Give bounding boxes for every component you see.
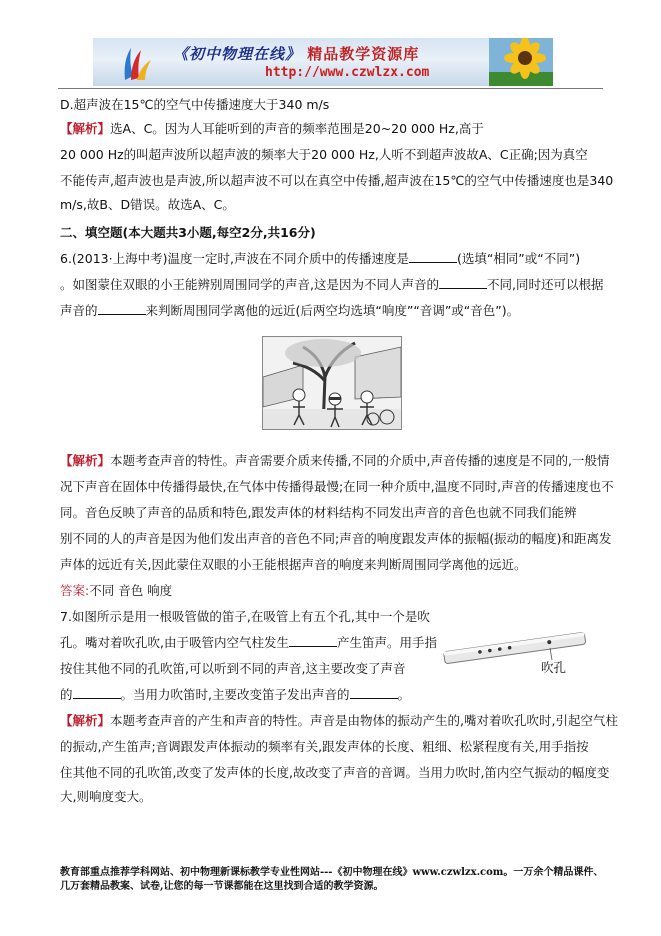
analysis-label: 【解析】 [60, 713, 111, 728]
q6-analysis-line-2: 况下声音在固体中传播得最快,在气体中传播得最慢;在同一种介质中,温度不同时,声音的传播速度也不 [60, 479, 614, 494]
footer-line-2: 几万套精品教案、试卷,让您的每一节课都能在这里找到合适的教学资源。 [60, 881, 384, 892]
blow-hole-label: 吹孔 [541, 660, 567, 675]
header-banner [93, 38, 553, 86]
blindfold-children-illustration [262, 336, 402, 430]
q6-analysis-line-5: 声体的远近有关,因此蒙住双眼的小王能根据声音的响度来判断周围同学离他的远近。 [60, 557, 527, 572]
q6-line-1: 6.(2013·上海中考)温度一定时,声波在不同介质中的传播速度是 (选填“相同”或“不同”) [60, 251, 581, 266]
q6-line-3: 声音的 来判断周围同学离他的远近(后两空均选填“响度”“音调”或“音色”)。 [60, 303, 520, 318]
site-logo-icon [117, 42, 153, 82]
q5-analysis-line-3: 不能传声,超声波也是声波,所以超声波不可以在真空中传播,超声波在15℃的空气中传播速度也是340 [60, 173, 614, 188]
banner-url[interactable]: http://www.czwlzx.com [265, 65, 430, 80]
header-rule [58, 88, 603, 89]
straw-flute-illustration [440, 620, 590, 678]
q7-line-3: 按住其他不同的孔吹笛,可以听到不同的声音,这主要改变了声音 [60, 661, 406, 676]
answer-label: 答案: [60, 583, 90, 598]
q6-blank-1[interactable] [409, 250, 457, 263]
footer-line-1: 教育部重点推荐学科网站、初中物理新课标教学专业性网站---《初中物理在线》www.czwlzx.com。一万余个精品课件、 [60, 867, 604, 878]
section-title: 二、填空题(本大题共3小题,每空2分,共16分) [60, 225, 316, 240]
q7-line-2: 孔。嘴对着吹孔吹,由于吸管内空气柱发生 产生笛声。用手指 [60, 635, 437, 650]
q5-analysis-line-4: m/s,故B、D错误。故选A、C。 [60, 197, 235, 212]
option-d: D.超声波在15℃的空气中传播速度大于340 m/s [60, 97, 330, 112]
q7-analysis-line-4: 大,则响度变大。 [60, 789, 152, 804]
q7-analysis-line-3: 住其他不同的孔吹笛,改变了发声体的长度,故改变了声音的音调。当用力吹时,笛内空气振动的幅度变 [60, 765, 610, 780]
q6-answer: 答案:不同 音色 响度 [60, 583, 173, 598]
q6-blank-3[interactable] [98, 302, 146, 315]
q5-analysis-line-2: 20 000 Hz的叫超声波所以超声波的频率大于20 000 Hz,人听不到超声波故A、C正确;因为真空 [60, 147, 588, 162]
banner-title: 《初中物理在线》 精品教学资源库 [173, 45, 420, 63]
q7-analysis-line-1: 【解析】本题考查声音的产生和声音的特性。声音是由物体的振动产生的,嘴对着吹孔吹时,引起空气柱 [60, 713, 618, 728]
q7-line-1: 7.如图所示是用一根吸管做的笛子,在吸管上有五个孔,其中一个是吹 [60, 609, 430, 624]
q6-analysis-line-3: 同。音色反映了声音的品质和特色,跟发声体的材料结构不同发出声音的音色也就不同我们能辨 [60, 505, 577, 520]
q5-analysis-line-1: 【解析】选A、C。因为人耳能听到的声音的频率范围是20~20 000 Hz,高于 [60, 121, 484, 136]
sunflower-icon [489, 38, 553, 86]
q6-blank-2[interactable] [439, 276, 487, 289]
q7-blank-3[interactable] [350, 686, 398, 699]
q7-blank-1[interactable] [289, 634, 337, 647]
q6-analysis-line-4: 别不同的人的声音是因为他们发出声音的音色不同;声音的响度跟发声体的振幅(振动的幅度)和距离发 [60, 531, 612, 546]
analysis-label: 【解析】 [60, 453, 111, 468]
q6-analysis-line-1: 【解析】本题考查声音的特性。声音需要介质来传播,不同的介质中,声音传播的速度是不同的,一般情 [60, 453, 610, 468]
q6-line-2: 。如图蒙住双眼的小王能辨别周围同学的声音,这是因为不同人声音的 不同,同时还可以根据 [60, 277, 604, 292]
q7-analysis-line-2: 的振动,产生笛声;音调跟发声体振动的频率有关,跟发声体的长度、粗细、松紧程度有关,用手指按 [60, 739, 589, 754]
banner-subtitle: 精品教学资源库 [307, 45, 420, 63]
q7-line-4: 的 。当用力吹笛时,主要改变笛子发出声音的 。 [60, 687, 411, 702]
q7-blank-2[interactable] [73, 686, 121, 699]
analysis-label: 【解析】 [60, 121, 111, 136]
